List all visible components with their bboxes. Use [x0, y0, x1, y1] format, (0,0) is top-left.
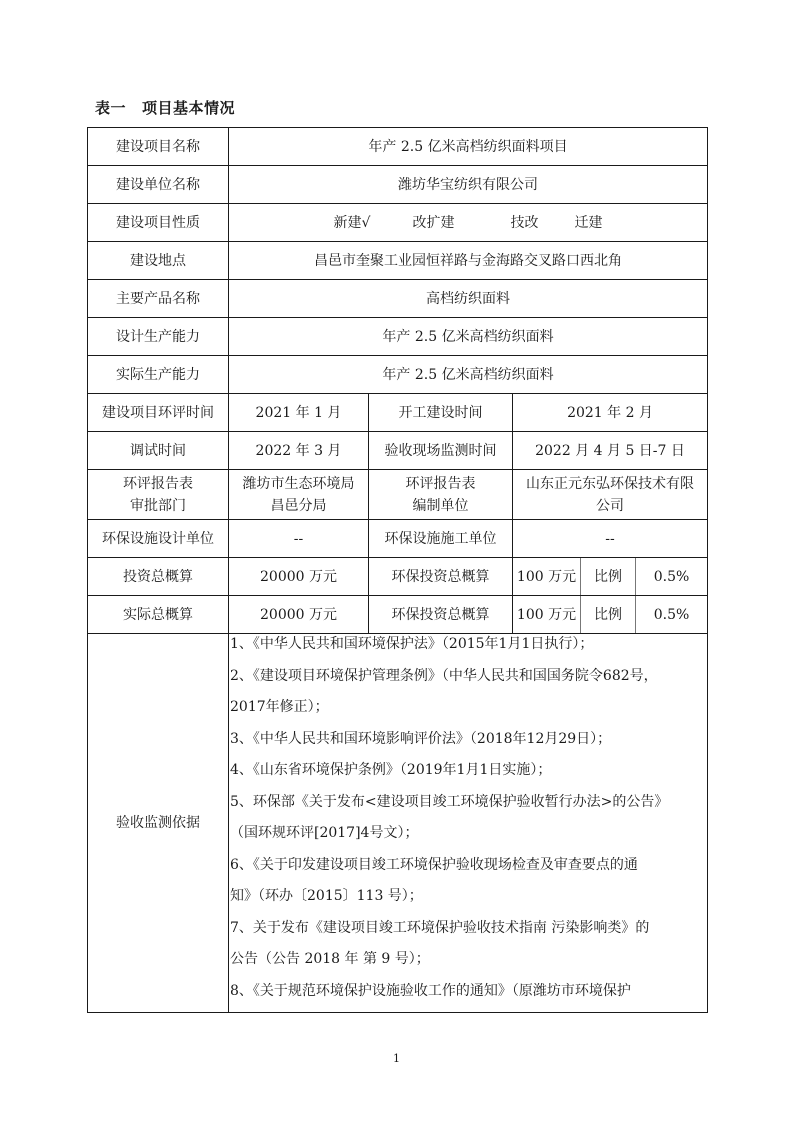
ratio-value: 0.5%	[636, 558, 708, 596]
compiler-label	[369, 470, 513, 520]
table-row	[88, 520, 708, 558]
basis-item: 知》（环办〔2015〕113 号）；	[230, 888, 423, 904]
design-capacity-label: 设计生产能力	[88, 318, 229, 356]
table-row	[88, 128, 708, 166]
basis-item: 3、《中华人民共和国环境影响评价法》（2018年12月29日）；	[230, 730, 612, 747]
actual-budget-value: 20000 万元	[229, 596, 369, 634]
basis-item: 5、环保部《关于发布<建设项目竣工环境保护验收暂行办法>的公告》	[230, 793, 669, 810]
env-investment-label: 环保投资总概算	[369, 558, 513, 596]
monitoring-time-label: 验收现场监测时间	[369, 432, 513, 470]
table-row	[88, 204, 708, 242]
nature-options	[229, 204, 708, 242]
table-number: 表一	[95, 99, 127, 117]
ratio-label: 比例	[581, 558, 636, 596]
actual-budget-label: 实际总概算	[88, 596, 229, 634]
project-name-label: 建设项目名称	[88, 128, 229, 166]
approval-dept-value	[229, 470, 369, 520]
page-title	[95, 97, 235, 118]
table-row	[88, 356, 708, 394]
basis-item: 1、《中华人民共和国环境保护法》（2015年1月1日执行）；	[230, 636, 594, 652]
actual-ratio-label: 比例	[581, 596, 636, 634]
facility-construction-unit-value: --	[513, 520, 708, 558]
table-title: 项目基本情况	[142, 99, 236, 117]
nature-option-relocate: 迁建	[574, 214, 603, 231]
table-row	[88, 242, 708, 280]
table-row	[88, 470, 708, 520]
nature-option-new: 新建√	[333, 214, 371, 231]
basis-item: （国环规环评[2017]4号文）；	[230, 825, 419, 841]
actual-capacity-value: 年产 2.5 亿米高档纺织面料	[229, 356, 708, 394]
unit-name-label: 建设单位名称	[88, 166, 229, 204]
debug-time-value: 2022 年 3 月	[229, 432, 369, 470]
table-row	[88, 280, 708, 318]
facility-design-unit-label: 环保设施设计单位	[88, 520, 229, 558]
actual-env-investment-value: 100 万元	[513, 596, 581, 634]
construction-start-value: 2021 年 2 月	[513, 394, 708, 432]
nature-option-tech: 技改	[510, 214, 539, 231]
location-value: 昌邑市奎聚工业园恒祥路与金海路交叉路口西北角	[229, 242, 708, 280]
basis-item: 2、《建设项目环境保护管理条例》（中华人民共和国国务院令682号，	[230, 667, 658, 684]
table-row	[88, 596, 708, 634]
table-row	[88, 558, 708, 596]
basis-item: 8、《关于规范环境保护设施验收工作的通知》（原潍坊市环境保护	[230, 982, 631, 999]
investment-budget-label: 投资总概算	[88, 558, 229, 596]
approval-dept-value-line2: 昌邑分局	[270, 497, 327, 514]
product-label: 主要产品名称	[88, 280, 229, 318]
debug-time-label: 调试时间	[88, 432, 229, 470]
env-investment-value: 100 万元	[513, 558, 581, 596]
compiler-label-line1: 环评报告表	[405, 475, 476, 492]
basis-list	[229, 634, 708, 1013]
basis-item: 6、《关于印发建设项目竣工环境保护验收现场检查及审查要点的通	[230, 856, 638, 873]
actual-capacity-label: 实际生产能力	[88, 356, 229, 394]
facility-construction-unit-label: 环保设施施工单位	[369, 520, 513, 558]
basis-item: 4、《山东省环境保护条例》（2019年1月1日实施）；	[230, 762, 552, 778]
unit-name-value: 潍坊华宝纺织有限公司	[229, 166, 708, 204]
table-row	[88, 318, 708, 356]
actual-ratio-value: 0.5%	[636, 596, 708, 634]
product-value: 高档纺织面料	[229, 280, 708, 318]
eia-time-value: 2021 年 1 月	[229, 394, 369, 432]
approval-dept-label	[88, 470, 229, 520]
design-capacity-value: 年产 2.5 亿米高档纺织面料	[229, 318, 708, 356]
page-number: 1	[393, 1052, 400, 1065]
nature-option-expand: 改扩建	[412, 214, 455, 231]
table-row	[88, 166, 708, 204]
table-row	[88, 634, 708, 1013]
investment-budget-value: 20000 万元	[229, 558, 369, 596]
facility-design-unit-value: --	[229, 520, 369, 558]
project-info-table	[87, 127, 708, 1013]
actual-env-investment-label: 环保投资总概算	[369, 596, 513, 634]
approval-dept-label-line2: 审批部门	[130, 497, 186, 514]
basis-item: 公告（公告 2018 年 第 9 号）；	[230, 951, 430, 967]
approval-dept-value-line1: 潍坊市生态环境局	[242, 475, 355, 492]
compiler-value	[513, 470, 708, 520]
compiler-value-line1: 山东正元东弘环保技术有限	[526, 475, 695, 492]
location-label: 建设地点	[88, 242, 229, 280]
table-row	[88, 394, 708, 432]
eia-time-label: 建设项目环评时间	[88, 394, 229, 432]
nature-label: 建设项目性质	[88, 204, 229, 242]
construction-start-label: 开工建设时间	[369, 394, 513, 432]
compiler-label-line2: 编制单位	[412, 497, 469, 514]
basis-item: 2017年修正）；	[230, 699, 329, 715]
approval-dept-label-line1: 环评报告表	[123, 475, 193, 492]
basis-item: 7、关于发布《建设项目竣工环境保护验收技术指南 污染影响类》的	[230, 919, 650, 936]
project-name-value: 年产 2.5 亿米高档纺织面料项目	[229, 128, 708, 166]
table-row	[88, 432, 708, 470]
basis-label: 验收监测依据	[88, 634, 229, 1013]
monitoring-time-value: 2022 月 4 月 5 日-7 日	[513, 432, 708, 470]
compiler-value-line2: 公司	[596, 497, 625, 514]
